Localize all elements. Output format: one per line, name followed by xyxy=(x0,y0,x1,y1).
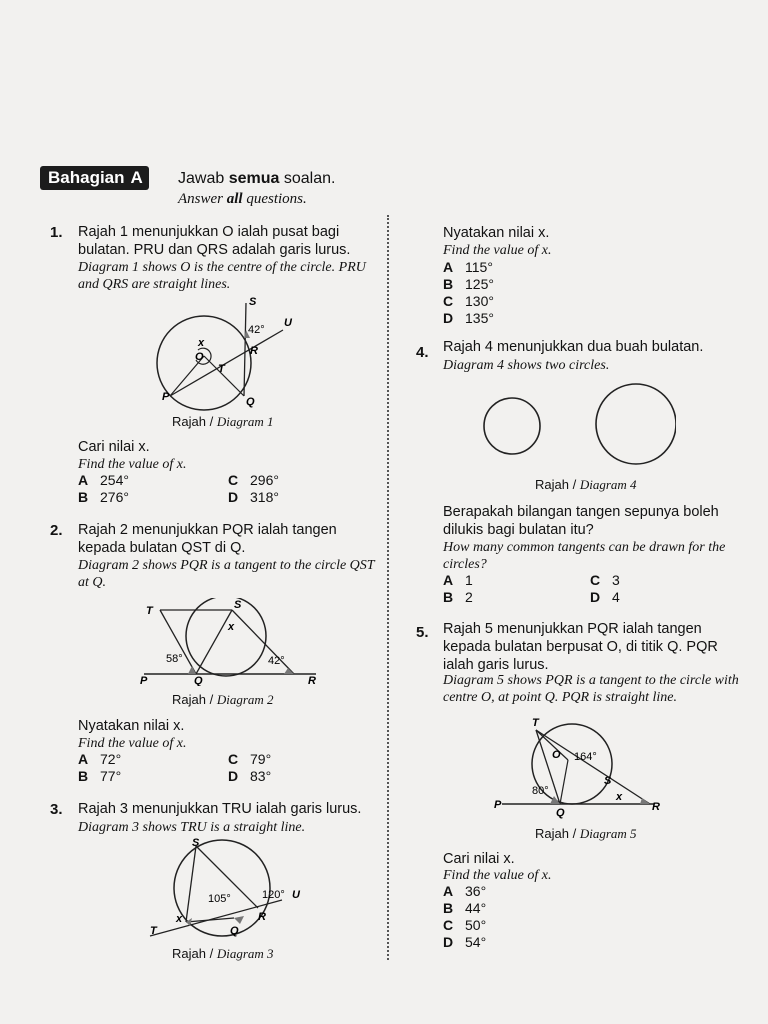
diagram-3-label-120: 120° xyxy=(262,889,285,901)
diagram-4-caption xyxy=(535,477,637,493)
diagram-1-line-qrs xyxy=(244,303,246,396)
diagram-3-label-u: U xyxy=(292,889,300,901)
q1-option-d-letter: D xyxy=(228,489,239,505)
diagram-4-caption-ms: Rajah / xyxy=(535,477,580,492)
diagram-2-line-sq xyxy=(196,610,232,674)
q1-option-a-value: 254° xyxy=(100,472,129,488)
q2-option-a[interactable] xyxy=(78,751,121,767)
instruction-post: soalan. xyxy=(279,170,336,187)
instruction-pre: Jawab xyxy=(178,170,229,187)
diagram-3-caption xyxy=(172,946,274,962)
q1-option-c-value: 296° xyxy=(250,472,279,488)
diagram-3-label-r: R xyxy=(258,911,266,923)
diagram-5-caption-ms: Rajah / xyxy=(535,826,580,841)
diagram-1-label-s: S xyxy=(249,296,257,308)
q5-option-a-value: 36° xyxy=(465,883,487,899)
q3-option-a-letter: A xyxy=(443,259,454,275)
diagram-5-label-r: R xyxy=(652,801,660,813)
diagram-3-label-105: 105° xyxy=(208,893,231,905)
q5-option-d-letter: D xyxy=(443,934,454,950)
question-2-text-en: Diagram 2 shows PQR is a tangent to the circle QST at Q. xyxy=(78,558,375,590)
q3-option-c-value: 130° xyxy=(465,293,494,309)
diagram-2 xyxy=(136,598,326,686)
question-1-number: 1. xyxy=(50,224,63,241)
diagram-2-label-t: T xyxy=(146,605,153,617)
q1-option-c-letter: C xyxy=(228,472,239,488)
section-instruction xyxy=(178,170,335,188)
diagram-5-label-164: 164° xyxy=(574,751,597,763)
diagram-3-line-s-left xyxy=(186,846,196,922)
diagram-1-caption xyxy=(172,414,274,430)
q2-option-a-letter: A xyxy=(78,751,89,767)
diagram-1-label-q: Q xyxy=(246,396,255,408)
instruction-en-pre: Answer xyxy=(178,191,227,207)
diagram-1-line-oq xyxy=(204,356,244,396)
q2-option-c-letter: C xyxy=(228,751,239,767)
q2-option-d[interactable] xyxy=(228,768,271,784)
question-5-find-en: Find the value of x. xyxy=(443,868,552,883)
q3-option-b[interactable] xyxy=(443,276,494,292)
question-4-text-ms: Rajah 4 menunjukkan dua buah bulatan. xyxy=(443,339,704,355)
section-badge-letter: A xyxy=(130,168,143,187)
q1-option-b[interactable] xyxy=(78,489,129,505)
diagram-5 xyxy=(492,716,664,820)
q2-option-b-letter: B xyxy=(78,768,89,784)
instruction-bold: semua xyxy=(228,170,280,187)
q4-option-b[interactable] xyxy=(443,589,473,605)
diagram-5-label-s: S xyxy=(604,775,612,787)
question-3-text-ms: Rajah 3 menunjukkan TRU ialah garis lurus. xyxy=(78,801,362,817)
diagram-4-small-circle xyxy=(484,398,540,454)
diagram-1-label-angle: 42° xyxy=(248,324,265,336)
q4-option-d[interactable] xyxy=(590,589,620,605)
q5-option-a[interactable] xyxy=(443,883,486,899)
column-divider xyxy=(387,215,389,960)
q5-option-a-letter: A xyxy=(443,883,454,899)
section-instruction-en xyxy=(178,191,307,208)
question-5-number: 5. xyxy=(416,624,429,641)
q3-option-d-letter: D xyxy=(443,310,454,326)
q5-option-d-value: 54° xyxy=(465,934,487,950)
q2-option-d-letter: D xyxy=(228,768,239,784)
diagram-1-label-t: T xyxy=(218,363,225,375)
diagram-1 xyxy=(140,292,310,412)
q1-option-a[interactable] xyxy=(78,472,129,488)
q4-option-d-letter: D xyxy=(590,589,601,605)
question-2-find-ms: Nyatakan nilai x. xyxy=(78,718,185,734)
diagram-3-line-base xyxy=(186,918,234,922)
diagram-5-line-tr xyxy=(536,730,650,804)
q5-option-d[interactable] xyxy=(443,934,486,950)
diagram-1-label-r: R xyxy=(250,345,258,357)
q3-option-a[interactable] xyxy=(443,259,493,275)
section-badge-word: Bahagian xyxy=(48,168,125,187)
diagram-3-angle-q-mark xyxy=(234,916,244,924)
diagram-1-line-pru xyxy=(170,330,283,396)
diagram-4 xyxy=(476,378,676,474)
q2-option-b[interactable] xyxy=(78,768,121,784)
diagram-3-label-s: S xyxy=(192,837,200,849)
question-3-find-ms: Nyatakan nilai x. xyxy=(443,225,550,241)
question-3-text-en: Diagram 3 shows TRU is a straight line. xyxy=(78,820,306,835)
instruction-en-bold: all xyxy=(226,191,243,207)
diagram-5-label-80: 80° xyxy=(532,785,549,797)
diagram-2-caption-en: Diagram 2 xyxy=(216,692,274,707)
diagram-3 xyxy=(146,836,316,942)
question-5-text-ms: Rajah 5 menunjukkan PQR ialah tangen kepada bulatan berpusat O, di titik Q. PQR ialah garis lurus. xyxy=(443,621,718,673)
q4-option-c-letter: C xyxy=(590,572,601,588)
diagram-3-label-x: x xyxy=(176,913,183,925)
q3-option-d-value: 135° xyxy=(465,310,494,326)
question-1-text-en: Diagram 1 shows O is the centre of the circle. PRU and QRS are straight lines. xyxy=(78,260,366,292)
question-4-ask-en: How many common tangents can be drawn for the circles? xyxy=(443,540,726,572)
diagram-2-label-58: 58° xyxy=(166,653,183,665)
question-4-ask-ms: Berapakah bilangan tangen sepunya boleh dilukis bagi bulatan itu? xyxy=(443,504,719,538)
diagram-1-label-x: x xyxy=(198,337,205,349)
diagram-2-angle-58-mark xyxy=(188,666,196,674)
q1-option-c[interactable] xyxy=(228,472,279,488)
diagram-2-label-s: S xyxy=(234,599,242,611)
diagram-5-label-x: x xyxy=(616,791,623,803)
q5-option-b-value: 44° xyxy=(465,900,487,916)
question-2-find-en: Find the value of x. xyxy=(78,736,187,751)
q3-option-b-value: 125° xyxy=(465,276,494,292)
question-2-text-ms: Rajah 2 menunjukkan PQR ialah tangen kepada bulatan QST di Q. xyxy=(78,522,337,556)
q3-option-c-letter: C xyxy=(443,293,454,309)
diagram-3-label-q: Q xyxy=(230,925,239,937)
q4-option-a-value: 1 xyxy=(465,572,473,588)
q3-option-a-value: 115° xyxy=(465,259,493,275)
diagram-1-caption-en: Diagram 1 xyxy=(216,414,274,429)
diagram-1-label-p: P xyxy=(162,391,170,403)
diagram-2-caption-ms: Rajah / xyxy=(172,692,217,707)
diagram-1-caption-ms: Rajah / xyxy=(172,414,217,429)
q4-option-b-value: 2 xyxy=(465,589,473,605)
q2-option-c-value: 79° xyxy=(250,751,272,767)
q3-option-c[interactable] xyxy=(443,293,494,309)
q5-option-c-letter: C xyxy=(443,917,454,933)
question-4-text-en: Diagram 4 shows two circles. xyxy=(443,358,610,373)
q3-option-d[interactable] xyxy=(443,310,494,326)
diagram-4-large-circle xyxy=(596,384,676,464)
q2-option-b-value: 77° xyxy=(100,768,122,784)
question-4-number: 4. xyxy=(416,344,429,361)
q1-option-d[interactable] xyxy=(228,489,279,505)
q4-option-d-value: 4 xyxy=(612,589,620,605)
q4-option-a[interactable] xyxy=(443,572,473,588)
diagram-2-label-x: x xyxy=(228,621,235,633)
q1-option-a-letter: A xyxy=(78,472,89,488)
diagram-5-label-t: T xyxy=(532,717,539,729)
question-3-find-en: Find the value of x. xyxy=(443,243,552,258)
question-1-text-ms: Rajah 1 menunjukkan O ialah pusat bagi bulatan. PRU dan QRS adalah garis lurus. xyxy=(78,224,351,258)
q2-option-a-value: 72° xyxy=(100,751,122,767)
diagram-1-label-u: U xyxy=(284,317,292,329)
q5-option-c[interactable] xyxy=(443,917,486,933)
diagram-2-label-q: Q xyxy=(194,675,203,686)
question-2-number: 2. xyxy=(50,522,63,539)
diagram-3-caption-en: Diagram 3 xyxy=(216,946,274,961)
diagram-2-label-p: P xyxy=(140,675,148,686)
q4-option-c[interactable] xyxy=(590,572,620,588)
diagram-5-label-o: O xyxy=(552,749,561,761)
section-badge xyxy=(40,166,149,190)
q3-option-b-letter: B xyxy=(443,276,454,292)
q2-option-d-value: 83° xyxy=(250,768,272,784)
question-1-find-ms: Cari nilai x. xyxy=(78,439,150,455)
q5-option-b[interactable] xyxy=(443,900,486,916)
diagram-5-caption xyxy=(535,826,637,842)
q2-option-c[interactable] xyxy=(228,751,271,767)
diagram-2-caption xyxy=(172,692,274,708)
q5-option-c-value: 50° xyxy=(465,917,487,933)
diagram-2-label-42: 42° xyxy=(268,655,285,667)
diagram-5-label-q: Q xyxy=(556,807,565,819)
diagram-2-label-r: R xyxy=(308,675,316,686)
question-1-find-en: Find the value of x. xyxy=(78,457,187,472)
q1-option-b-value: 276° xyxy=(100,489,129,505)
q1-option-b-letter: B xyxy=(78,489,89,505)
instruction-en-post: questions. xyxy=(242,191,307,207)
diagram-1-label-o: O xyxy=(195,351,204,363)
q4-option-b-letter: B xyxy=(443,589,454,605)
diagram-5-caption-en: Diagram 5 xyxy=(579,826,637,841)
diagram-5-label-p: P xyxy=(494,799,502,811)
diagram-5-line-oq xyxy=(560,760,568,804)
q4-option-a-letter: A xyxy=(443,572,454,588)
diagram-4-caption-en: Diagram 4 xyxy=(579,477,637,492)
q5-option-b-letter: B xyxy=(443,900,454,916)
q1-option-d-value: 318° xyxy=(250,489,279,505)
question-3-number: 3. xyxy=(50,801,63,818)
diagram-3-caption-ms: Rajah / xyxy=(172,946,217,961)
diagram-3-label-t: T xyxy=(150,925,157,937)
question-5-text-en: Diagram 5 shows PQR is a tangent to the circle with centre O, at point Q. PQR is straight line. xyxy=(443,673,739,705)
q4-option-c-value: 3 xyxy=(612,572,620,588)
question-5-find-ms: Cari nilai x. xyxy=(443,851,515,867)
